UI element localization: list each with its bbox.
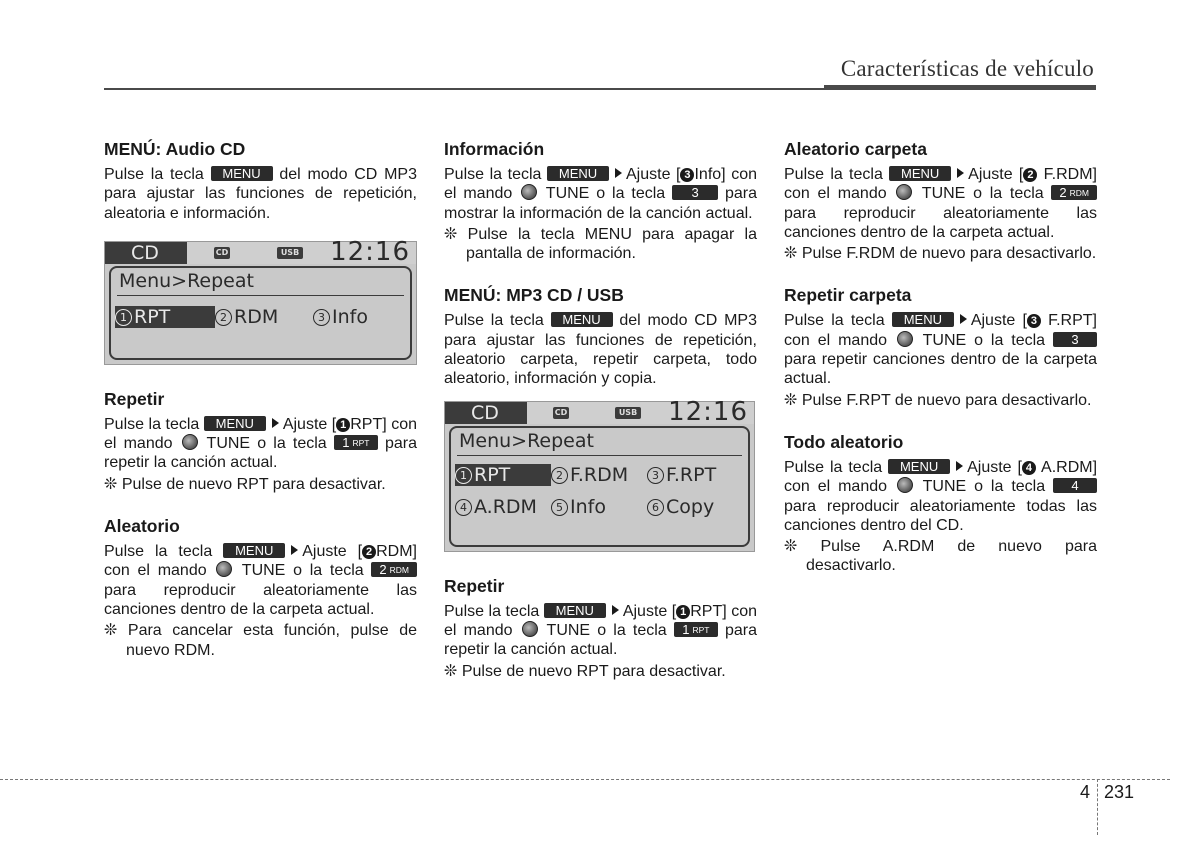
page-number: 231 <box>1104 782 1135 802</box>
preset-key-icon: 1 RPT <box>334 435 378 450</box>
preset-key-icon: 3 <box>672 185 718 200</box>
lcd-source: CD <box>445 402 527 424</box>
section-heading: Repetir carpeta <box>784 285 912 306</box>
menu-key-icon: MENU <box>223 543 285 558</box>
lcd-option: 1 RPT <box>115 306 215 328</box>
lcd-display <box>444 396 755 552</box>
lcd-option: 6 Copy <box>647 496 714 518</box>
section-text: Pulse la tecla MENU Ajuste [ 3 Info] con el mando TUNE o la tecla 3 para mostrar la información de la canción actual. <box>444 166 758 222</box>
section-text: Pulse la tecla MENU Ajuste [ 2 RDM] con el mando TUNE o la tecla 2 RDM para reproducir aleatoriamente las canciones dentro de la carpeta actual. <box>104 543 417 618</box>
tune-knob-icon <box>182 434 198 450</box>
header-rule-accent <box>824 85 1096 90</box>
arrow-right-icon <box>956 461 963 471</box>
lcd-option: 1 RPT <box>455 464 551 486</box>
column-1 <box>104 137 417 660</box>
arrow-right-icon <box>291 545 298 555</box>
note-text: ❊ Pulse la tecla MENU para apagar la pantalla de información. <box>444 225 757 263</box>
menu-key-icon: MENU <box>551 312 613 327</box>
section-heading: Aleatorio carpeta <box>784 139 927 159</box>
section-heading: Todo aleatorio <box>784 431 904 452</box>
section-heading: Aleatorio <box>104 516 180 537</box>
section-heading: Repetir <box>444 575 505 596</box>
menu-key-icon: MENU <box>889 166 951 181</box>
menu-key-icon: MENU <box>204 416 266 431</box>
section-heading: MENÚ: Audio CD <box>104 139 246 159</box>
number-1-icon: 1 <box>676 605 690 619</box>
number-2-icon: 2 <box>1023 168 1037 182</box>
lcd-option: 5 Info <box>551 496 606 518</box>
number-1-icon: 1 <box>336 418 350 432</box>
preset-key-icon: 4 <box>1053 478 1097 493</box>
arrow-right-icon <box>612 605 619 615</box>
section-text: Pulse la tecla MENU Ajuste [ 3 F.RPT] con el mando TUNE o la tecla 3 para repetir canciones dentro de la carpeta actual. <box>784 312 1097 388</box>
section-text: Pulse la tecla MENU Ajuste [ 4 A.RDM] con el mando TUNE o la tecla 4 para reproducir aleatoriamente todas las canciones dentro del CD. <box>784 458 1098 534</box>
preset-key-icon: 2 RDM <box>1051 185 1097 200</box>
menu-key-icon: MENU <box>888 459 950 474</box>
column-3 <box>784 137 1097 576</box>
tune-knob-icon <box>897 477 913 493</box>
lcd-display <box>104 236 417 365</box>
arrow-right-icon <box>957 168 964 178</box>
section-heading: MENÚ: MP3 CD / USB <box>444 285 624 306</box>
note-text: ❊ Pulse de nuevo RPT para desactivar. <box>444 662 726 680</box>
note-text: ❊ Pulse A.RDM de nuevo para desactivarlo. <box>784 538 1097 575</box>
section-heading: Repetir <box>104 388 165 409</box>
lcd-menu-title: Menu>Repeat <box>119 269 254 292</box>
lcd-clock: 12:16 <box>668 396 748 427</box>
tune-knob-icon <box>897 331 913 347</box>
header-title: Características de vehículo <box>840 56 1094 81</box>
lcd-option: 3 Info <box>313 306 368 328</box>
usb-icon: USB <box>615 407 641 419</box>
note-text: ❊ Pulse F.RDM de nuevo para desactivarlo. <box>784 245 1097 263</box>
note-text: ❊ Para cancelar esta función, pulse de nuevo RDM. <box>104 622 417 659</box>
lcd-option: 2 F.RDM <box>551 464 628 486</box>
section-text: Pulse la tecla MENU Ajuste [ 1 RPT] con el mando TUNE o la tecla 1 RPT para repetir la canción actual. <box>104 415 418 472</box>
chapter-number: 4 <box>1080 782 1091 802</box>
number-3-icon: 3 <box>1027 314 1041 328</box>
preset-key-icon: 1 RPT <box>674 622 718 637</box>
tune-knob-icon <box>896 184 912 200</box>
lcd-clock: 12:16 <box>330 236 410 267</box>
menu-key-icon: MENU <box>544 603 606 618</box>
lcd-option: 2 RDM <box>215 306 278 328</box>
preset-key-icon: 2 RDM <box>371 562 417 577</box>
arrow-right-icon <box>960 314 967 324</box>
footer-rule <box>0 779 1170 780</box>
section-text: Pulse la tecla MENU del modo CD MP3 para ajustar las funciones de repetición, aleatoria e información. <box>104 166 417 222</box>
footer-divider <box>1097 779 1098 835</box>
number-3-icon: 3 <box>680 168 694 182</box>
cd-icon: CD <box>215 247 229 257</box>
section-heading: Información <box>444 139 545 159</box>
menu-key-icon: MENU <box>211 166 273 181</box>
lcd-option: 4 A.RDM <box>455 496 537 518</box>
column-2 <box>444 137 757 681</box>
cd-icon: CD <box>554 407 568 417</box>
lcd-menu-title: Menu>Repeat <box>459 429 594 452</box>
usb-icon: USB <box>277 247 303 259</box>
section-text: Pulse la tecla MENU Ajuste [ 1 RPT] con el mando TUNE o la tecla 1 RPT para repetir la canción actual. <box>444 602 758 659</box>
section-text: Pulse la tecla MENU del modo CD MP3 para ajustar las funciones de repetición, aleatorio carpeta, repetir carpeta, todo aleatorio, información y copia. <box>444 312 757 388</box>
menu-key-icon: MENU <box>892 312 954 327</box>
number-4-icon: 4 <box>1022 461 1036 475</box>
preset-key-icon: 3 <box>1053 332 1097 347</box>
tune-knob-icon <box>522 621 538 637</box>
arrow-right-icon <box>615 168 622 178</box>
arrow-right-icon <box>272 418 279 428</box>
lcd-option: 3 F.RPT <box>647 464 716 486</box>
section-text: Pulse la tecla MENU Ajuste [ 2 F.RDM] con el mando TUNE o la tecla 2 RDM para reproducir aleatoriamente las canciones dentro de la carpeta actual. <box>784 166 1097 241</box>
tune-knob-icon <box>216 561 232 577</box>
tune-knob-icon <box>521 184 537 200</box>
note-text: ❊ Pulse F.RPT de nuevo para desactivarlo. <box>784 391 1092 409</box>
lcd-source: CD <box>105 242 187 264</box>
number-2-icon: 2 <box>362 545 376 559</box>
menu-key-icon: MENU <box>547 166 609 181</box>
note-text: ❊ Pulse de nuevo RPT para desactivar. <box>104 475 386 493</box>
